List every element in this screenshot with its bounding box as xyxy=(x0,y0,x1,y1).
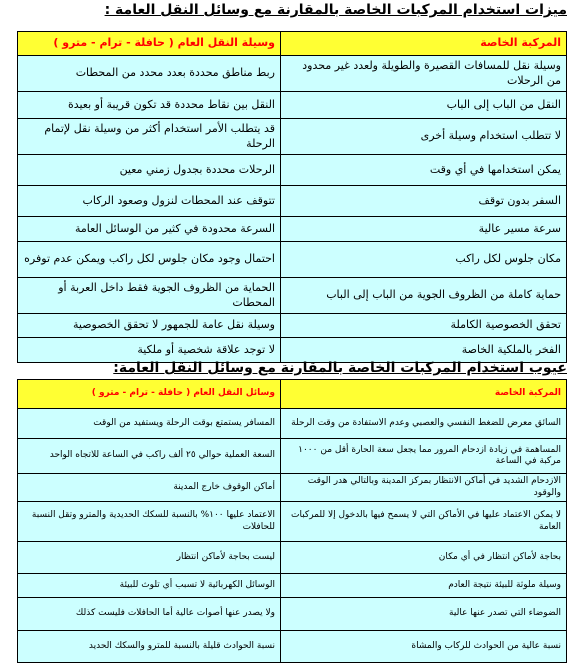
table-row xyxy=(18,56,567,92)
header-private-vehicle: المركبة الخاصة xyxy=(281,32,567,56)
private-cell: المساهمة في زيادة ازدحام المرور مما يجعل سعة الحارة أقل من ١٠٠٠ مركبة في الساعة xyxy=(281,439,567,474)
public-cell: المسافر يستمتع بوقت الرحلة ويستفيد من الوقت xyxy=(18,409,281,439)
table-row xyxy=(18,439,567,474)
private-cell: الضوضاء التي تصدر عنها عالية xyxy=(281,598,567,631)
private-cell: السائق معرض للضغط النفسي والعصبي وعدم الاستفادة من وقت الرحلة xyxy=(281,409,567,439)
table-row xyxy=(18,242,567,278)
private-cell: وسيلة نقل للمسافات القصيرة والطويلة ولعدد غير محدود من الرحلات xyxy=(281,56,567,92)
disadvantages-table xyxy=(17,379,567,663)
private-cell: النقل من الباب إلى الباب xyxy=(281,92,567,119)
private-cell: يمكن استخدامها في أي وقت xyxy=(281,155,567,186)
table-row xyxy=(18,598,567,631)
table-row xyxy=(18,631,567,663)
header-private-vehicle: المركبة الخاصة xyxy=(281,380,567,409)
public-cell: نسبة الحوادث قليلة بالنسبة للمترو والسكك الحديد xyxy=(18,631,281,663)
table-row xyxy=(18,574,567,598)
public-cell: احتمال وجود مكان جلوس لكل راكب ويمكن عدم توفره xyxy=(18,242,281,278)
public-cell: لا توجد علاقة شخصية أو ملكية xyxy=(18,338,281,363)
advantages-table xyxy=(17,31,567,363)
advantages-header-row xyxy=(18,32,567,56)
private-cell: لا يمكن الاعتماد عليها في الأماكن التي لا يسمح فيها بالدخول إلا للمركبات العامة xyxy=(281,502,567,542)
public-cell: الحماية من الظروف الجوية فقط داخل العربة أو المحطات xyxy=(18,278,281,314)
table-row xyxy=(18,217,567,242)
disadvantages-title: عيوب استخدام المركبات الخاصة بالمقارنة مع وسائل النقل العامة: xyxy=(113,360,567,376)
public-cell: الوسائل الكهربائية لا تسبب أي تلوث للبيئة xyxy=(18,574,281,598)
table-row xyxy=(18,474,567,502)
public-cell: أماكن الوقوف خارج المدينة xyxy=(18,474,281,502)
private-cell: بحاجة لأماكن انتظار في أي مكان xyxy=(281,542,567,574)
table-row xyxy=(18,502,567,542)
table-row xyxy=(18,92,567,119)
private-cell: السفر بدون توقف xyxy=(281,186,567,217)
public-cell: السرعة محدودة في كثير من الوسائل العامة xyxy=(18,217,281,242)
private-cell: سرعة مسير عالية xyxy=(281,217,567,242)
public-cell: ليست بحاجة لأماكن انتظار xyxy=(18,542,281,574)
public-cell: ربط مناطق محددة بعدد محدد من المحطات xyxy=(18,56,281,92)
table-row xyxy=(18,119,567,155)
public-cell: وسيلة نقل عامة للجمهور لا تحقق الخصوصية xyxy=(18,314,281,338)
private-cell: نسبة عالية من الحوادث للركاب والمشاة xyxy=(281,631,567,663)
private-cell: مكان جلوس لكل راكب xyxy=(281,242,567,278)
public-cell: قد يتطلب الأمر استخدام أكثر من وسيلة نقل لإتمام الرحلة xyxy=(18,119,281,155)
header-public-transport: وسائل النقل العام ( حافلة - ترام - مترو ) xyxy=(18,380,281,409)
table-row xyxy=(18,314,567,338)
table-row xyxy=(18,278,567,314)
table-row xyxy=(18,542,567,574)
advantages-title: ميزات استخدام المركبات الخاصة بالمقارنة مع وسائل النقل العامة : xyxy=(104,2,567,18)
header-public-transport: وسيلة النقل العام ( حافلة - ترام - مترو ) xyxy=(18,32,281,56)
private-cell: حماية كاملة من الظروف الجوية من الباب إلى الباب xyxy=(281,278,567,314)
disadvantages-header-row xyxy=(18,380,567,409)
public-cell: الاعتماد عليها ١٠٠% بالنسبة للسكك الحديدية والمترو وتقل النسبة للحافلات xyxy=(18,502,281,542)
private-cell: تحقق الخصوصية الكاملة xyxy=(281,314,567,338)
table-row xyxy=(18,186,567,217)
table-row xyxy=(18,409,567,439)
public-cell: تتوقف عند المحطات لنزول وصعود الركاب xyxy=(18,186,281,217)
private-cell: الازدحام الشديد في أماكن الانتظار بمركز المدينة وبالتالي هدر الوقت والوقود xyxy=(281,474,567,502)
public-cell: السعة العملية حوالي ٢٥ ألف راكب في الساعة للاتجاه الواحد xyxy=(18,439,281,474)
public-cell: ولا يصدر عنها أصوات عالية أما الحافلات فليست كذلك xyxy=(18,598,281,631)
public-cell: الرحلات محددة بجدول زمني معين xyxy=(18,155,281,186)
private-cell: وسيلة ملوثة للبيئة نتيجة العادم xyxy=(281,574,567,598)
public-cell: النقل بين نقاط محددة قد تكون قريبة أو بعيدة xyxy=(18,92,281,119)
table-row xyxy=(18,338,567,363)
private-cell: الفخر بالملكية الخاصة xyxy=(281,338,567,363)
private-cell: لا تتطلب استخدام وسيلة أخرى xyxy=(281,119,567,155)
table-row xyxy=(18,155,567,186)
